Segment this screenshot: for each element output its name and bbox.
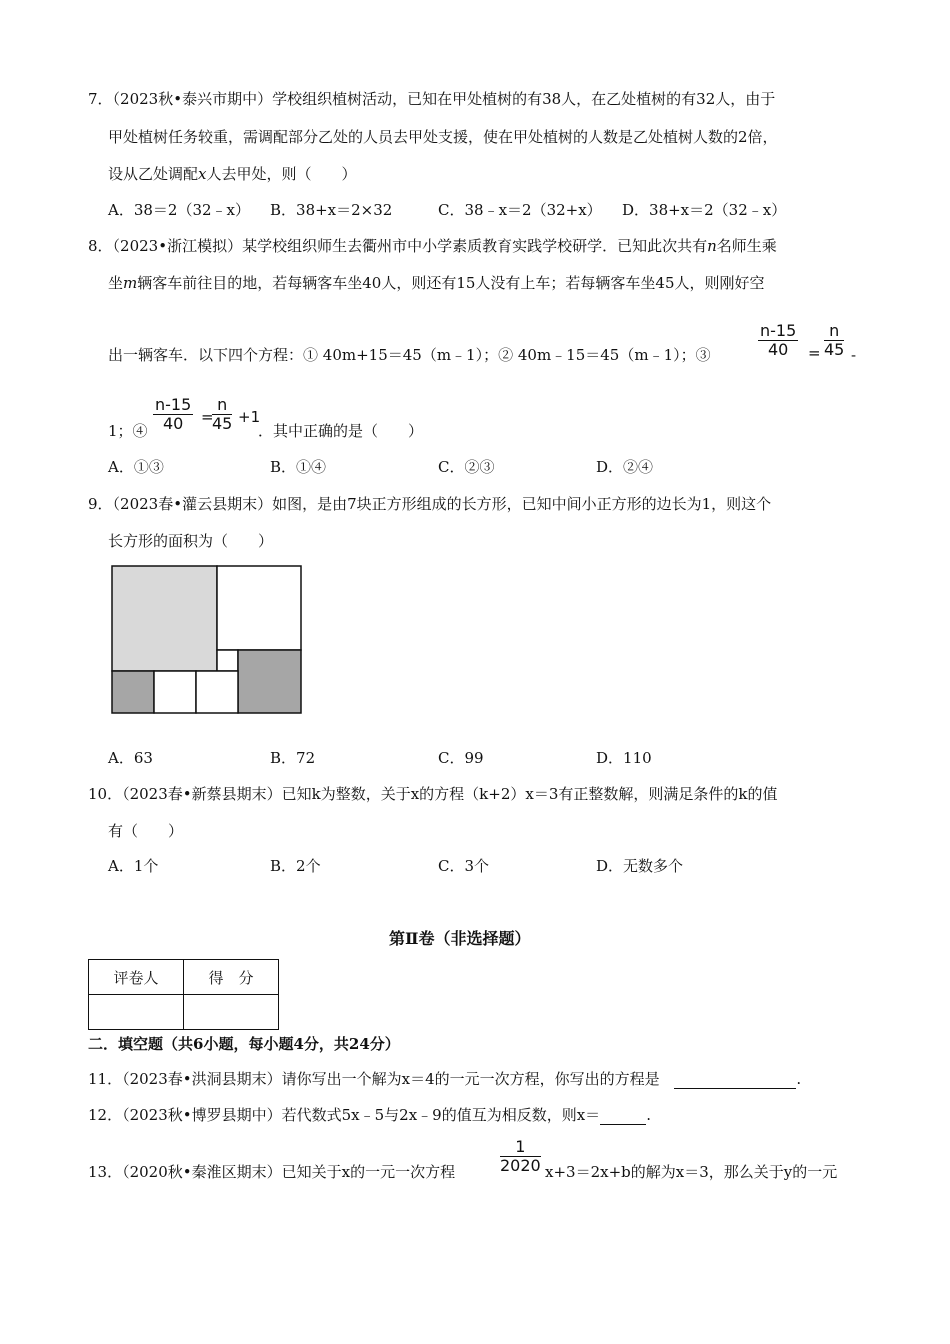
q8-option-a: A．①③ [108,458,164,476]
q8-eq3-equals: = [808,344,821,362]
right-square-dark [238,650,301,713]
score-cell [184,995,279,1030]
q11-answer-blank[interactable] [674,1070,796,1089]
q8-option-b: B．①④ [270,458,327,476]
q8-option-c: C．②③ [438,458,495,476]
q8-option-d: D．②④ [596,458,654,476]
q10-line1: 10．（2023春•新蔡县期末）已知k为整数，关于x的方程（k+2）x＝3有正整数解，则满足条件的k的值 [88,785,778,803]
q13-line-start: 13．（2020秋•秦淮区期末）已知关于x的一元一次方程 [88,1163,456,1181]
q8-eq3-tail: - [851,346,857,364]
q7-option-d: D．38+x＝2（32﹣x） [622,201,787,219]
grader-header: 评卷人 [89,960,184,995]
q10-number: 10． [88,785,123,803]
q8-line3: 出一辆客车．以下四个方程：① 40m+15＝45（m﹣1）；② 40m﹣15＝45（m﹣1）；③ [108,346,711,364]
q10-option-d: D．无数多个 [596,857,684,875]
q12-line: 12．（2023秋•博罗县期中）若代数式5x﹣5与2x﹣9的值互为相反数，则x＝ . [88,1106,651,1124]
q13-fraction: $\frac{1}{2020}$ [500,1137,541,1175]
q9-number: 9． [88,495,113,513]
q10-option-a: A．1个 [108,857,159,875]
q8-eq4-plus: +1 [238,408,261,426]
q9-source: （2023春•灌云县期末） [112,495,273,513]
q7-line3: 设从乙处调配x人去甲处，则（ ） [108,165,357,183]
top-right-square [217,566,301,650]
q10-source: （2023春•新蔡县期末） [122,785,282,803]
center-small-square [217,650,238,671]
q7-source: （2023秋•泰兴市期中） [112,90,273,108]
q12-answer-blank[interactable] [600,1106,646,1125]
q9-squares-figure [110,564,304,716]
section-heading: 二．填空题（共6小题，每小题4分，共24分） [88,1035,400,1053]
q9-option-a: A．63 [108,749,153,767]
q10-option-b: B．2个 [270,857,321,875]
q13-source: （2020秋•秦淮区期末） [122,1163,282,1181]
q7-line2: 甲处植树任务较重，需调配部分乙处的人员去甲处支援，使在甲处植树的人数是乙处植树人数的2倍， [108,128,778,146]
bottom-square-3 [196,671,238,713]
q8-line2: 坐m辆客车前往目的地，若每辆客车坐40人，则还有15人没有上车；若每辆客车坐45人，则刚好空 [108,274,765,292]
q8-line4b: ．其中正确的是（ ） [258,422,424,440]
q10-line2: 有（ ） [108,822,184,840]
q8-eq4-equals: = [201,408,214,426]
q9-option-b: B．72 [270,749,316,767]
grader-cell [89,995,184,1030]
part2-title: 第Ⅱ卷（非选择题） [389,929,531,948]
q8-eq3-left-fraction: $\frac{n-15}{40}$ [760,321,797,359]
q8-eq3-right-fraction: $\frac{n}{45}$ [824,321,845,359]
q8-line4a: 1；④ [108,422,148,440]
score-table [88,959,279,1030]
large-square-gray [112,566,217,671]
q11-source: （2023春•洪洞县期末） [122,1070,282,1088]
q7-option-a: A．38＝2（32﹣x） [108,201,251,219]
q7-text-1: 学校组织植树活动，已知在甲处植树的有38人，在乙处植树的有32人，由于 [272,90,776,108]
q7-number: 7． [88,90,113,108]
bottom-square-2 [154,671,196,713]
q8-eq4-right-fraction: $\frac{n}{45}$ [212,395,233,433]
bottom-left-square-dark [112,671,154,713]
q12-source: （2023秋•博罗县期中） [122,1106,282,1124]
q11-number: 11． [88,1070,123,1088]
q13-number: 13． [88,1163,123,1181]
q7-var-x: x [198,165,207,183]
q8-eq4-left-fraction: $\frac{n-15}{40}$ [155,395,192,433]
score-header: 得 分 [184,960,279,995]
q7-line1 [88,89,775,109]
q8-line1: 8．（2023•浙江模拟）某学校组织师生去衢州市中小学素质教育实践学校研学．已知此次共有n名师生乘 [88,237,777,255]
q13-line-tail: x+3＝2x+b的解为x＝3，那么关于y的一元 [545,1163,838,1181]
q9-line1: 9．（2023春•灌云县期末）如图，是由7块正方形组成的长方形，已知中间小正方形的边长为1，则这个 [88,495,772,513]
q12-number: 12． [88,1106,123,1124]
q10-option-c: C．3个 [438,857,490,875]
q9-line2: 长方形的面积为（ ） [108,532,274,550]
q8-source: （2023•浙江模拟） [112,237,243,255]
q7-option-c: C．38﹣x＝2（32+x） [438,201,602,219]
q9-option-d: D．110 [596,749,652,767]
q7-option-b: B．38+x＝2×32 [270,201,393,219]
q8-number: 8． [88,237,113,255]
q9-option-c: C．99 [438,749,484,767]
q11-line: 11．（2023春•洪洞县期末）请你写出一个解为x＝4的一元一次方程，你写出的方程是 . [88,1070,802,1088]
